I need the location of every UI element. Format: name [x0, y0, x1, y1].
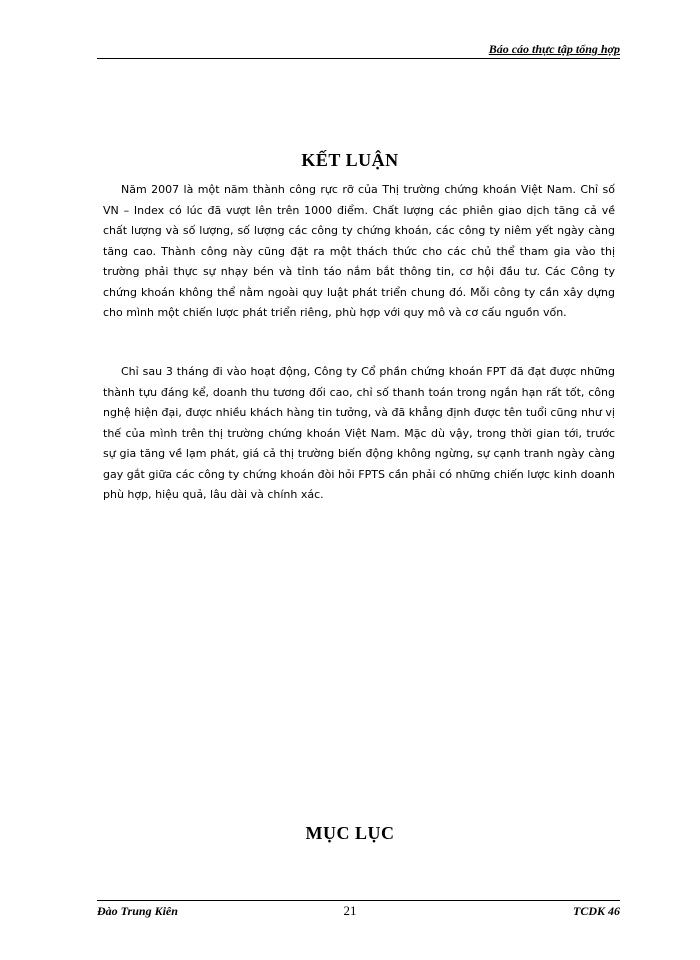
footer-author: Đào Trung Kiên — [97, 904, 178, 918]
table-of-contents-title: MỤC LỤC — [305, 823, 395, 843]
header-rule — [97, 58, 620, 59]
conclusion-paragraph-1 — [103, 180, 615, 324]
conclusion-title: KẾT LUẬN — [301, 150, 399, 170]
header-title: Báo cáo thực tập tổng hợp — [488, 42, 620, 56]
paragraph-text: Năm 2007 là một năm thành công rực rỡ của Thị trường chứng khoán Việt Nam. Chỉ số VN – Index có lúc đã vượt lên trên 1000 điểm. Chất lượng các phiên giao dịch tăng cả về chất lượng và số lượng, số lượng các công ty chứng khoán, các công ty niêm yết ngày càng tăng cao. Thành công này cũng đặt ra một thách thức cho các chủ thể tham gia vào thị trường phải thực sự nhạy bén và tỉnh táo nắm bắt thông tin, cơ hội đầu tư. Các Công ty chứng khoán không thể nằm ngoài quy luật phát triển chung đó. Mỗi công ty cần xây dựng cho mình một chiến lược phát triển riêng, phù hợp với quy mô và cơ cấu nguồn vốn. — [103, 183, 615, 319]
conclusion-paragraph-2 — [103, 362, 615, 506]
page-number: 21 — [343, 903, 357, 918]
footer-rule — [97, 900, 620, 901]
footer-class: TCDK 46 — [572, 904, 620, 918]
paragraph-text: Chỉ sau 3 tháng đi vào hoạt động, Công ty Cổ phần chứng khoán FPT đã đạt được những thành tựu đáng kể, doanh thu tương đối cao, chỉ số thanh toán trong ngắn hạn rất tốt, công nghệ hiện đại, được nhiều khách hàng tin tưởng, và đã khẳng định được tên tuổi cũng như vị thế của mình trên thị trường chứng khoán Việt Nam. Mặc dù vậy, trong thời gian tới, trước sự gia tăng về lạm phát, giá cả thị trường biến động không ngừng, sự cạnh tranh ngày càng gay gắt giữa các công ty chứng khoán đòi hỏi FPTS cần phải có những chiến lược kinh doanh phù hợp, hiệu quả, lâu dài và chính xác. — [103, 365, 615, 501]
